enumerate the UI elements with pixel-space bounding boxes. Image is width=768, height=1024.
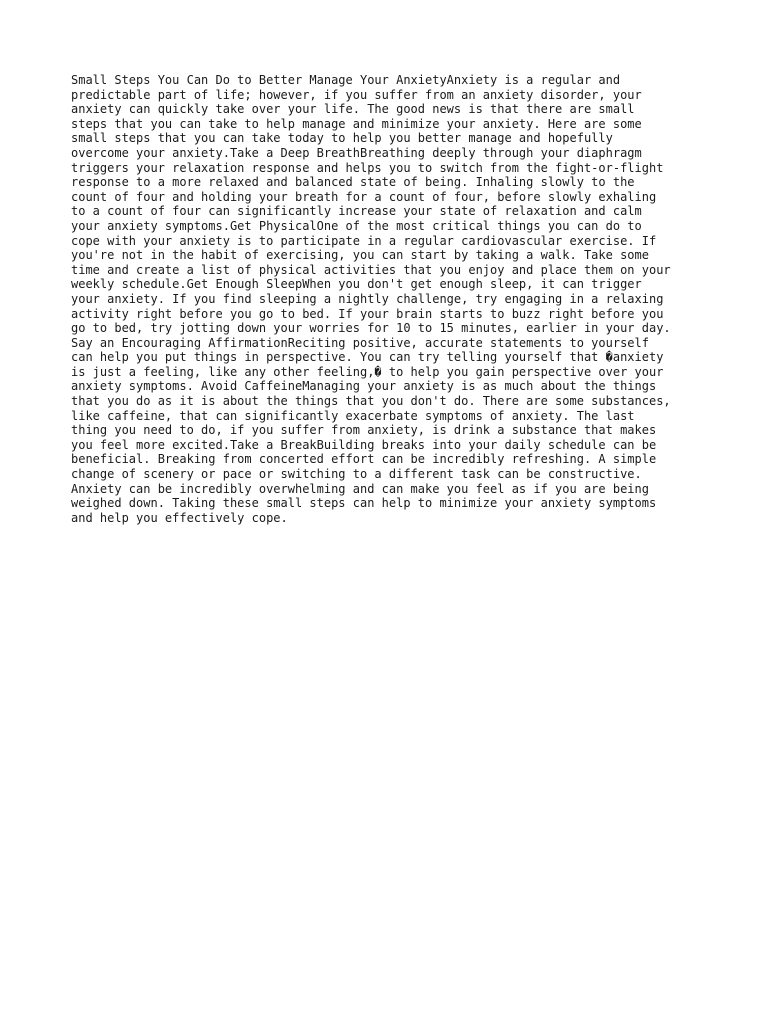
text-line: like caffeine, that can significantly exacerbate symptoms of anxiety. The last bbox=[71, 408, 635, 423]
text-line: your anxiety. If you find sleeping a nightly challenge, try engaging in a relaxing bbox=[71, 291, 664, 306]
text-line: weighed down. Taking these small steps can help to minimize your anxiety symptoms bbox=[71, 496, 657, 511]
text-line: that you do as it is about the things that you don't do. There are some substances, bbox=[71, 394, 671, 409]
text-line: small steps that you can take today to help you better manage and hopefully bbox=[71, 131, 613, 146]
text-line: predictable part of life; however, if you suffer from an anxiety disorder, your bbox=[71, 87, 642, 102]
document-body bbox=[71, 73, 711, 525]
text-line: go to bed, try jotting down your worries for 10 to 15 minutes, earlier in your day. bbox=[71, 321, 671, 336]
text-line: Anxiety can be incredibly overwhelming and can make you feel as if you are being bbox=[71, 481, 649, 496]
text-line: anxiety symptoms. Avoid CaffeineManaging your anxiety is as much about the things bbox=[71, 379, 657, 394]
text-line: count of four and holding your breath for a count of four, before slowly exhaling bbox=[71, 189, 657, 204]
text-line: thing you need to do, if you suffer from anxiety, is drink a substance that makes bbox=[71, 423, 657, 438]
text-line: beneficial. Breaking from concerted effort can be incredibly refreshing. A simple bbox=[71, 452, 657, 467]
text-line: to a count of four can significantly increase your state of relaxation and calm bbox=[71, 204, 642, 219]
text-line: you feel more excited.Take a BreakBuilding breaks into your daily schedule can be bbox=[71, 437, 657, 452]
text-line: steps that you can take to help manage and minimize your anxiety. Here are some bbox=[71, 116, 642, 131]
text-line: anxiety can quickly take over your life. The good news is that there are small bbox=[71, 102, 635, 117]
text-line: overcome your anxiety.Take a Deep BreathBreathing deeply through your diaphragm bbox=[71, 145, 642, 160]
text-line: can help you put things in perspective. You can try telling yourself that �anxiety bbox=[71, 350, 664, 365]
text-line: and help you effectively cope. bbox=[71, 510, 288, 525]
text-line: activity right before you go to bed. If your brain starts to buzz right before you bbox=[71, 306, 664, 321]
text-line: you're not in the habit of exercising, you can start by taking a walk. Take some bbox=[71, 248, 649, 263]
text-line: your anxiety symptoms.Get PhysicalOne of the most critical things you can do to bbox=[71, 218, 642, 233]
text-line: time and create a list of physical activities that you enjoy and place them on your bbox=[71, 262, 671, 277]
text-line: change of scenery or pace or switching to a different task can be constructive. bbox=[71, 467, 642, 482]
text-line: cope with your anxiety is to participate in a regular cardiovascular exercise. If bbox=[71, 233, 657, 248]
text-line: Small Steps You Can Do to Better Manage Your AnxietyAnxiety is a regular and bbox=[71, 73, 621, 87]
text-line: weekly schedule.Get Enough SleepWhen you don't get enough sleep, it can trigger bbox=[71, 277, 642, 292]
text-line: response to a more relaxed and balanced state of being. Inhaling slowly to the bbox=[71, 175, 635, 190]
text-line: Say an Encouraging AffirmationReciting positive, accurate statements to yourself bbox=[71, 335, 649, 350]
text-line: triggers your relaxation response and helps you to switch from the fight-or-flight bbox=[71, 160, 664, 175]
text-line: is just a feeling, like any other feeling,� to help you gain perspective over your bbox=[71, 364, 664, 379]
